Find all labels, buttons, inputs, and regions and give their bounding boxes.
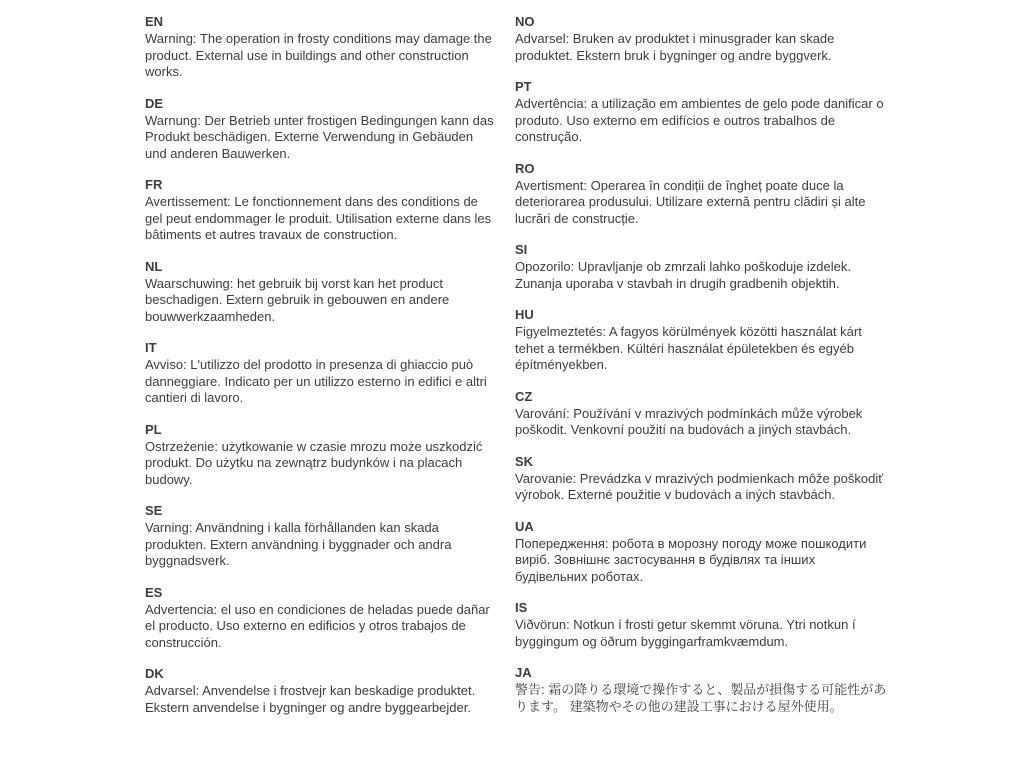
language-section-es [145,584,497,652]
language-code: JA [515,665,532,680]
language-section-ro [515,160,887,228]
warning-text: Waarschuwing: het gebruik bij vorst kan het product beschadigen. Extern gebruik in gebouwen en andere bouwwerkzaamheden. [145,275,450,324]
warning-text: Avviso: L'utilizzo del prodotto in presenza di ghiaccio può danneggiare. Indicato per un utilizzo esterno in edifici e altri cantieri di lavoro. [145,357,487,405]
language-code: RO [515,160,535,176]
language-section-se [145,502,497,570]
language-code: NL [145,258,163,274]
warning-text: Avertissement: Le fonctionnement dans des conditions de gel peut endommager le produit. Utilisation externe dans les bâtiments et autres travaux de construction. [145,194,492,242]
language-section-fr [145,176,497,244]
language-code: EN [145,14,164,29]
warning-text: Viðvörun: Notkun í frosti getur skemmt vöruna. Ytri notkun í byggingum og öðrum byggingarframkvæmdum. [515,617,856,649]
language-section-de [145,95,497,163]
language-code: PT [515,79,532,94]
language-section-ja [515,664,887,715]
warning-text: Opozorilo: Upravljanje ob zmrzali lahko poškoduje izdelek. Zunanja uporaba v stavbah in drugih gradbenih objektih. [515,259,852,291]
language-section-hu [515,306,887,374]
language-code: UA [515,518,534,534]
language-section-sk [515,453,887,504]
language-section-pl [145,421,497,489]
warning-text: Varovanie: Prevádzka v mrazivých podmienkach môže poškodiť výrobok. Externé použitie v budovách a iných stavbách. [515,470,884,502]
language-code: DK [145,666,164,681]
language-code: PL [145,421,162,437]
language-code: IS [515,600,528,615]
warning-text: Avertisment: Operarea în condiții de îngheț poate duce la deteriorarea produsului. Utilizare externă pentru clădiri și alte lucrări de construcție. [515,177,866,226]
language-code: SI [515,242,528,257]
language-code: NO [515,14,535,29]
language-section-en [145,13,497,81]
language-code: ES [145,584,163,600]
left-column [145,13,497,730]
warning-text: Advarsel: Anvendelse i frostvejr kan beskadige produktet. Ekstern anvendelse i bygninger og andre byggearbejder. [145,683,476,715]
warning-text: Warning: The operation in frosty conditions may damage the product. External use in buildings and other construction works. [145,31,492,79]
language-section-is [515,599,887,650]
warning-text: Advertência: a utilização em ambientes de gelo pode danificar o produto. Uso externo em edifícios e outros trabalhos de construção. [515,96,884,144]
language-code: CZ [515,388,533,404]
warning-text: Попередження: робота в морозну погоду може пошкодити виріб. Зовнішнє застосування в будівлях та інших будівельних роботах. [515,535,867,584]
language-section-cz [515,388,887,439]
language-code: HU [515,307,534,322]
language-section-no [515,13,887,64]
language-section-dk [145,665,497,716]
language-code: SE [145,503,163,518]
language-code: DE [145,95,164,111]
language-code: FR [145,177,163,192]
warning-text: Varování: Používání v mrazivých podmínkách může výrobek poškodit. Venkovní použití na budovách a jiných stavbách. [515,405,863,437]
language-section-pt [515,78,887,146]
language-section-it [145,339,497,407]
warning-text: Varning: Användning i kalla förhållanden kan skada produkten. Extern användning i byggnader och andra byggnadsverk. [145,520,452,568]
warning-text: Ostrzeżenie: użytkowanie w czasie mrozu może uszkodzić produkt. Do użytku na zewnątrz budynków i na placach budowy. [145,438,483,487]
warning-text: Figyelmeztetés: A fagyos körülmények közötti használat kárt tehet a termékben. Kültéri használat épületekben és egyéb építményekben. [515,324,862,372]
warning-text: 警告: 霜の降りる環境で操作すると、製品が損傷する可能性があります。 建築物やその他の建設工事における屋外使用。 [515,682,887,714]
language-code: SK [515,453,534,469]
warning-text: Advertencia: el uso en condiciones de heladas puede dañar el producto. Uso externo en edificios y otros trabajos de construcción. [145,601,490,650]
language-code: IT [145,340,157,355]
right-column [515,13,887,729]
warning-text: Warnung: Der Betrieb unter frostigen Bedingungen kann das Produkt beschädigen. Externe Verwendung in Gebäuden und anderen Bauwerken. [145,112,494,161]
warning-text: Advarsel: Bruken av produktet i minusgrader kan skade produktet. Ekstern bruk i bygninger og andre byggverk. [515,31,835,63]
language-section-nl [145,258,497,326]
language-section-si [515,241,887,292]
language-section-ua [515,518,887,586]
